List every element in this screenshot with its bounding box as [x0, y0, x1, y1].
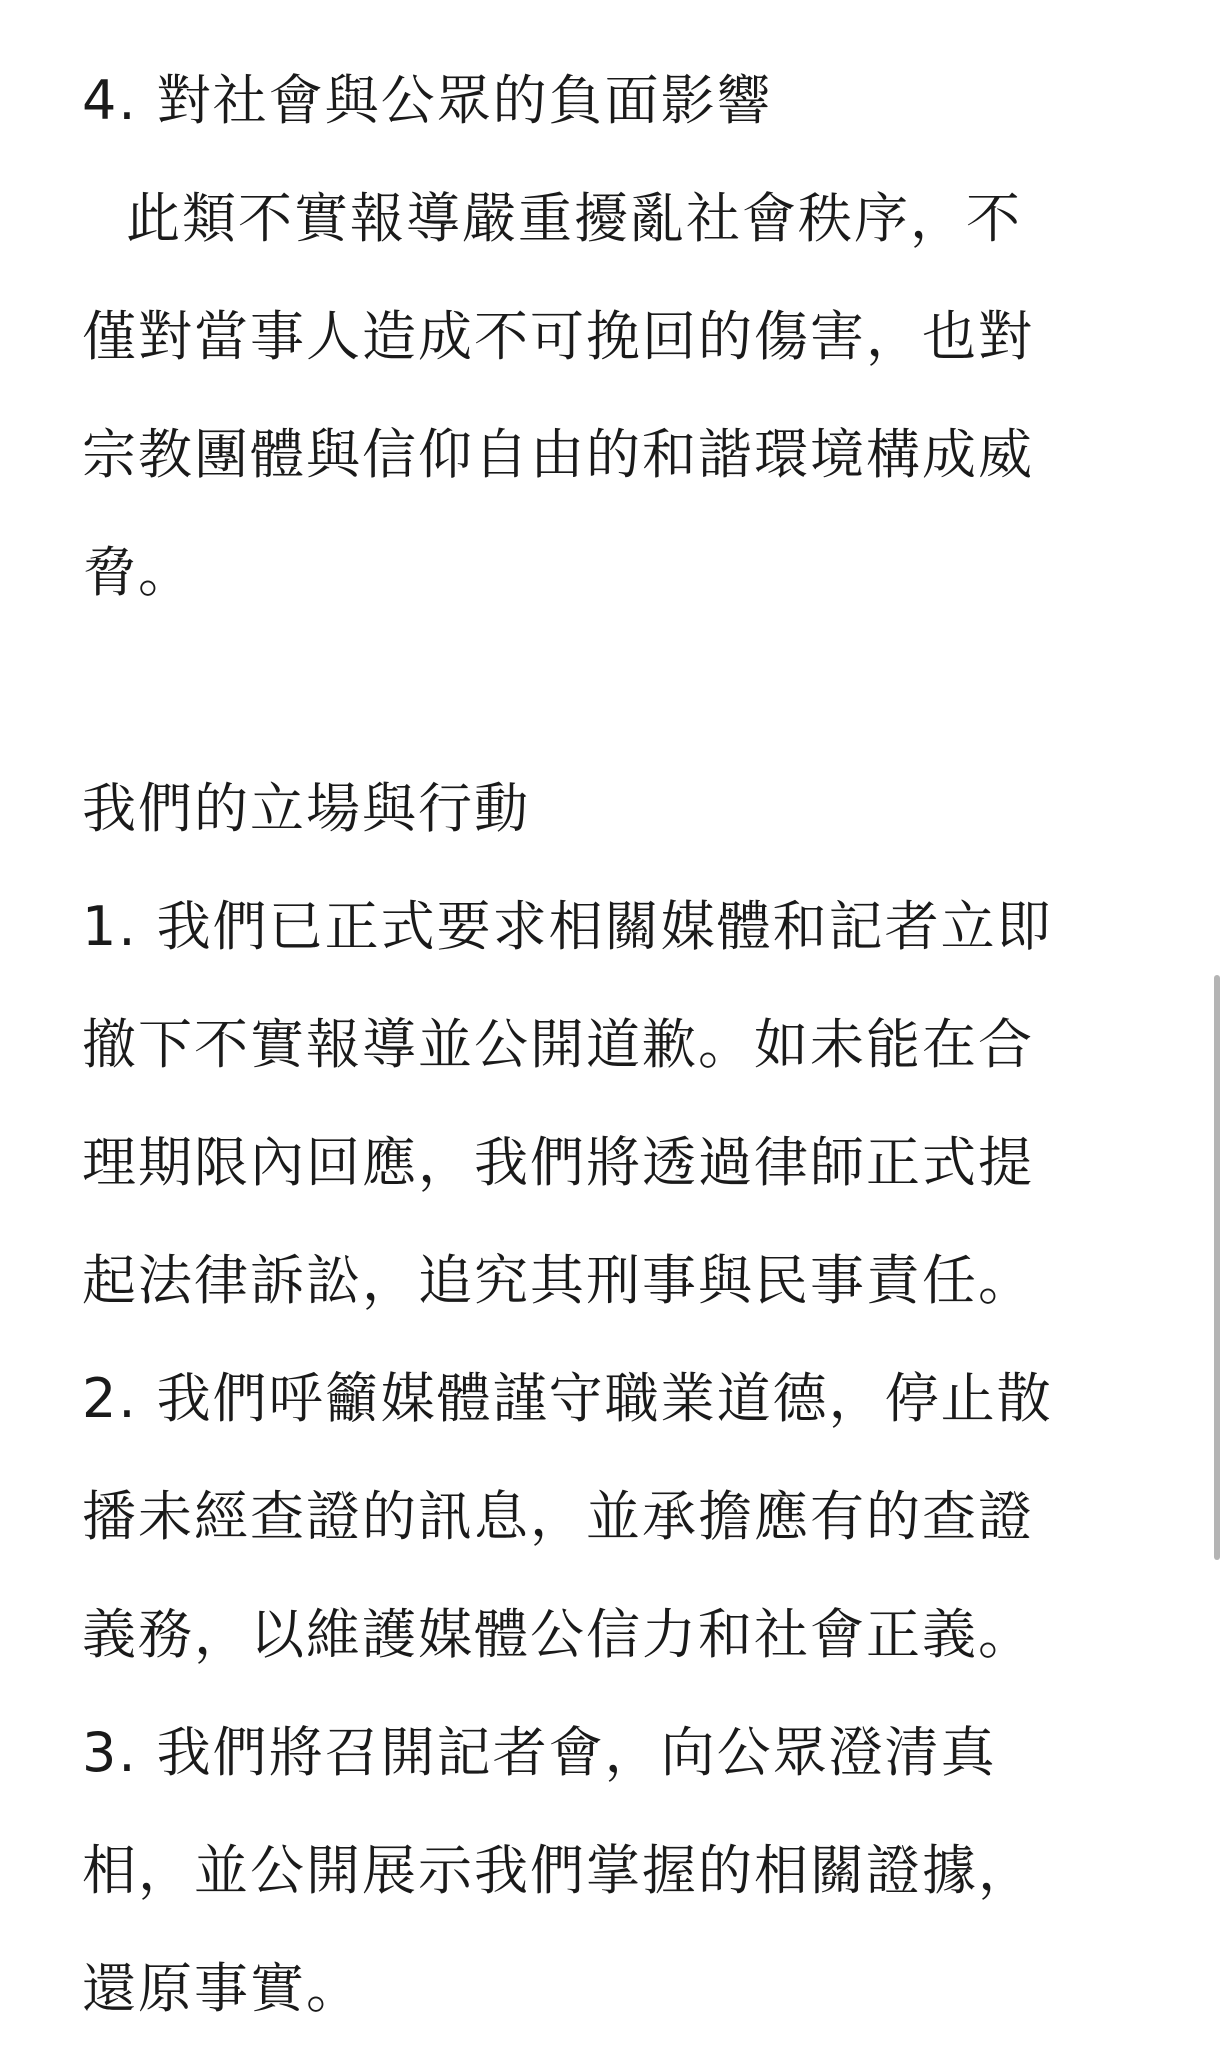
list-item-line: 1. 我們已正式要求相關媒體和記者立即 — [82, 895, 1053, 958]
paragraph-line: 此類不實報導嚴重擾亂社會秩序，不 — [126, 187, 1022, 250]
section-title: 我們的立場與行動 — [82, 777, 530, 840]
list-item-line: 撤下不實報導並公開道歉。如未能在合 — [82, 1013, 1034, 1076]
paragraph-line: 宗教團體與信仰自由的和諧環境構成威 — [82, 423, 1034, 486]
paragraph-spacer — [82, 632, 1142, 750]
list-item-line: 理期限內回應，我們將透過律師正式提 — [82, 1131, 1034, 1194]
section-heading: 4. 對社會與公眾的負面影響 — [82, 69, 773, 132]
list-item-line: 3. 我們將召開記者會，向公眾澄清真 — [82, 1721, 997, 1784]
paragraph-line: 僅對當事人造成不可挽回的傷害，也對 — [82, 305, 1034, 368]
article-body — [82, 42, 1142, 2048]
paragraph-line: 脅。 — [82, 541, 194, 604]
list-item-line: 2. 我們呼籲媒體謹守職業道德，停止散 — [82, 1367, 1053, 1430]
list-item-line: 相，並公開展示我們掌握的相關證據， — [82, 1839, 1034, 1902]
list-item-line: 起法律訴訟，追究其刑事與民事責任。 — [82, 1249, 1034, 1312]
list-item-line: 還原事實。 — [82, 1957, 362, 2020]
list-item-line: 義務，以維護媒體公信力和社會正義。 — [82, 1603, 1034, 1666]
list-item-line: 播未經查證的訊息，並承擔應有的查證 — [82, 1485, 1034, 1548]
vertical-scrollbar[interactable] — [1214, 975, 1220, 1560]
